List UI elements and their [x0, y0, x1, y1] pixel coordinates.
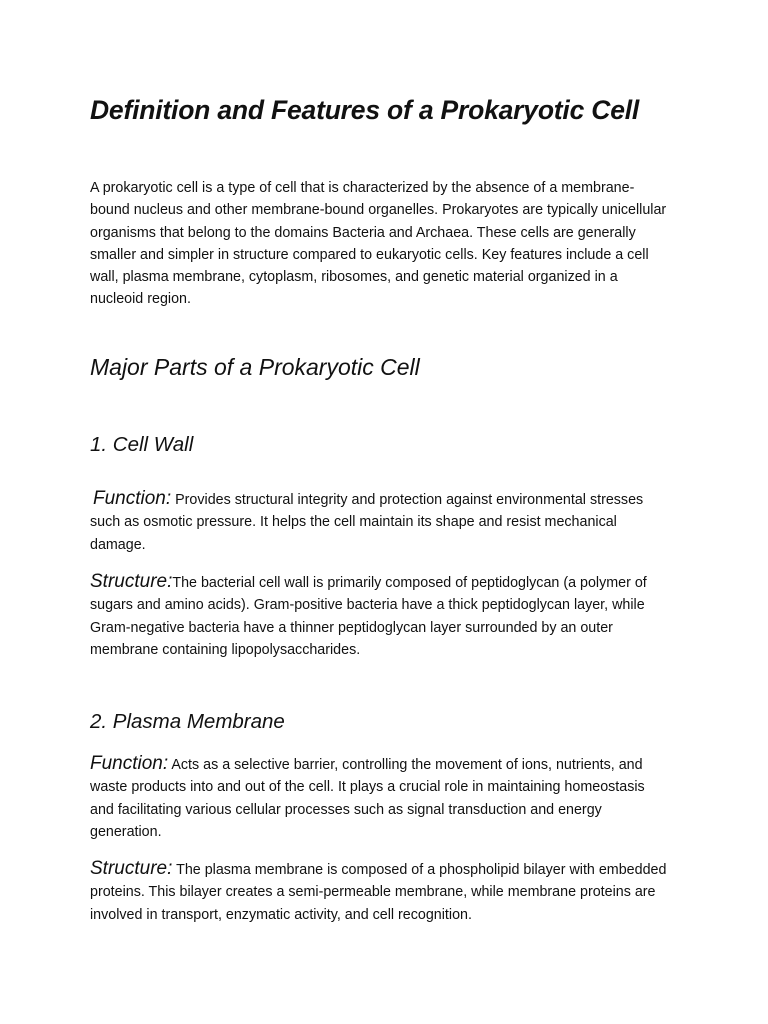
plasma-membrane-structure-text: The plasma membrane is composed of a phospholipid bilayer with embedded proteins. This bilayer creates a semi-permeable membrane, while membrane proteins are involved in transport, enzymatic activity, and cell recognition. — [90, 862, 667, 923]
cell-wall-heading: 1. Cell Wall — [90, 433, 194, 456]
cell-wall-structure-text: The bacterial cell wall is primarily composed of peptidoglycan (a polymer of sugars and amino acids). Gram-positive bacteria have a thick peptidoglycan layer, while Gram-negative bacteria have a thinner peptidoglycan layer surrounded by an outer membrane containing lipopolysaccharides. — [90, 575, 647, 658]
cell-wall-structure-paragraph — [90, 571, 668, 661]
plasma-membrane-function-paragraph — [90, 753, 668, 843]
plasma-membrane-function-text: Acts as a selective barrier, controlling the movement of ions, nutrients, and waste products into and out of the cell. It plays a crucial role in maintaining homeostasis and facilitating various cellular processes such as signal transduction and energy generation. — [90, 757, 645, 840]
cell-wall-structure-label: Structure: — [90, 571, 173, 592]
plasma-membrane-function-label: Function: — [90, 753, 169, 774]
cell-wall-function-text: Provides structural integrity and protection against environmental stresses such as osmotic pressure. It helps the cell maintain its shape and resist mechanical damage. — [90, 492, 644, 553]
intro-paragraph: A prokaryotic cell is a type of cell that is characterized by the absence of a membrane-bound nucleus and other membrane-bound organelles. Prokaryotes are typically unicellular organisms that belong to the domains Bacteria and Archaea. These cells are generally smaller and simpler in structure compared to eukaryotic cells. Key features include a cell wall, plasma membrane, cytoplasm, ribosomes, and genetic material organized in a nucleoid region. — [90, 180, 667, 308]
plasma-membrane-heading: 2. Plasma Membrane — [90, 710, 285, 733]
cell-wall-function-paragraph — [90, 488, 668, 556]
cell-wall-function-label: Function: — [93, 488, 172, 509]
plasma-membrane-structure-paragraph — [90, 858, 668, 926]
plasma-membrane-structure-label: Structure: — [90, 858, 173, 879]
major-parts-heading: Major Parts of a Prokaryotic Cell — [90, 354, 420, 380]
document-title: Definition and Features of a Prokaryotic Cell — [90, 95, 640, 125]
